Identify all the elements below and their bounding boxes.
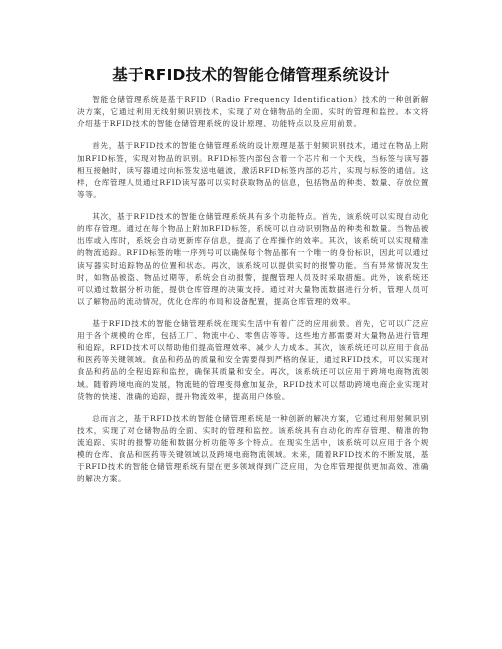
paragraph-features: 其次，基于RFID技术的智能仓储管理系统具有多个功能特点。首先，该系统可以实现自动化的库存管理。通过在每个物品上附加RFID标签，系统可以自动识别物品的种类和数量。当物品被出库或入库时，系统会自动更新库存信息，提高了仓库操作的效率。其次，该系统可以实现精准的物流追踪。RFID标签的唯一序列号可以确保每个物品都有一个唯一的身份标识，因此可以通过读写器实时追踪物品的位置和状态。再次，该系统可以提供实时的报警功能。当有异常情况发生时，如物品被盗、物品过期等，系统会自动报警，提醒管理人员及时采取措施。此外，该系统还可以通过数据分析功能，提供仓库管理的决策支持。通过对大量物流数据进行分析，管理人员可以了解物品的流动情况，优化仓库的布局和设备配置，提高仓库管理的效率。 (77, 212, 429, 306)
paragraph-intro: 智能仓储管理系统是基于RFID（Radio Frequency Identification）技术的一种创新解决方案，它通过利用无线射频识别技术，实现了对仓储物品的全面、实时的管理和监控。本文将介绍基于RFID技术的智能仓储管理系统的设计原理、功能特点以及应用前景。 (77, 95, 429, 129)
paragraph-design-principle: 首先，基于RFID技术的智能仓储管理系统的设计原理是基于射频识别技术，通过在物品上附加RFID标签，实现对物品的识别。RFID标签内部包含着一个芯片和一个天线，当标签与读写器相互接触时，读写器通过向标签发送电磁波，激活RFID标签内部的芯片，实现与标签的通信。这样，仓库管理人员通过RFID读写器可以实时获取物品的信息，包括物品的种类、数量、存放位置等等。 (77, 141, 429, 199)
paragraph-conclusion: 总而言之，基于RFID技术的智能仓储管理系统是一种创新的解决方案，它通过利用射频识别技术，实现了对仓储物品的全面、实时的管理和监控。该系统具有自动化的库存管理、精准的物流追踪、实时的报警功能和数据分析功能等多个特点。在现实生活中，该系统可以应用于各个规模的仓库、食品和医药等关键领域以及跨境电商物流领域。未来，随着RFID技术的不断发展，基于RFID技术的智能仓储管理系统有望在更多领域得到广泛应用，为仓库管理提供更加高效、准确的解决方案。 (77, 413, 429, 484)
paragraph-applications: 基于RFID技术的智能仓储管理系统在现实生活中有着广泛的应用前景。首先，它可以广泛应用于各个规模的仓库，包括工厂、物流中心、零售店等等。这些地方都需要对大量物品进行管理和追踪，RFID技术可以帮助他们提高管理效率、减少人力成本。其次，该系统还可以应用于食品和医药等关键领域。食品和药品的质量和安全需要得到严格的保证，通过RFID技术，可以实现对食品和药品的全程追踪和监控，确保其质量和安全。再次，该系统还可以应用于跨境电商物流领域。随着跨境电商的发展，物流链的管理变得愈加复杂，RFID技术可以帮助跨境电商企业实现对货物的快速、准确的追踪，提升物流效率，提高用户体验。 (77, 319, 429, 401)
document-body (77, 94, 429, 496)
document-title: 基于RFID技术的智能仓储管理系统设计 (112, 66, 390, 84)
